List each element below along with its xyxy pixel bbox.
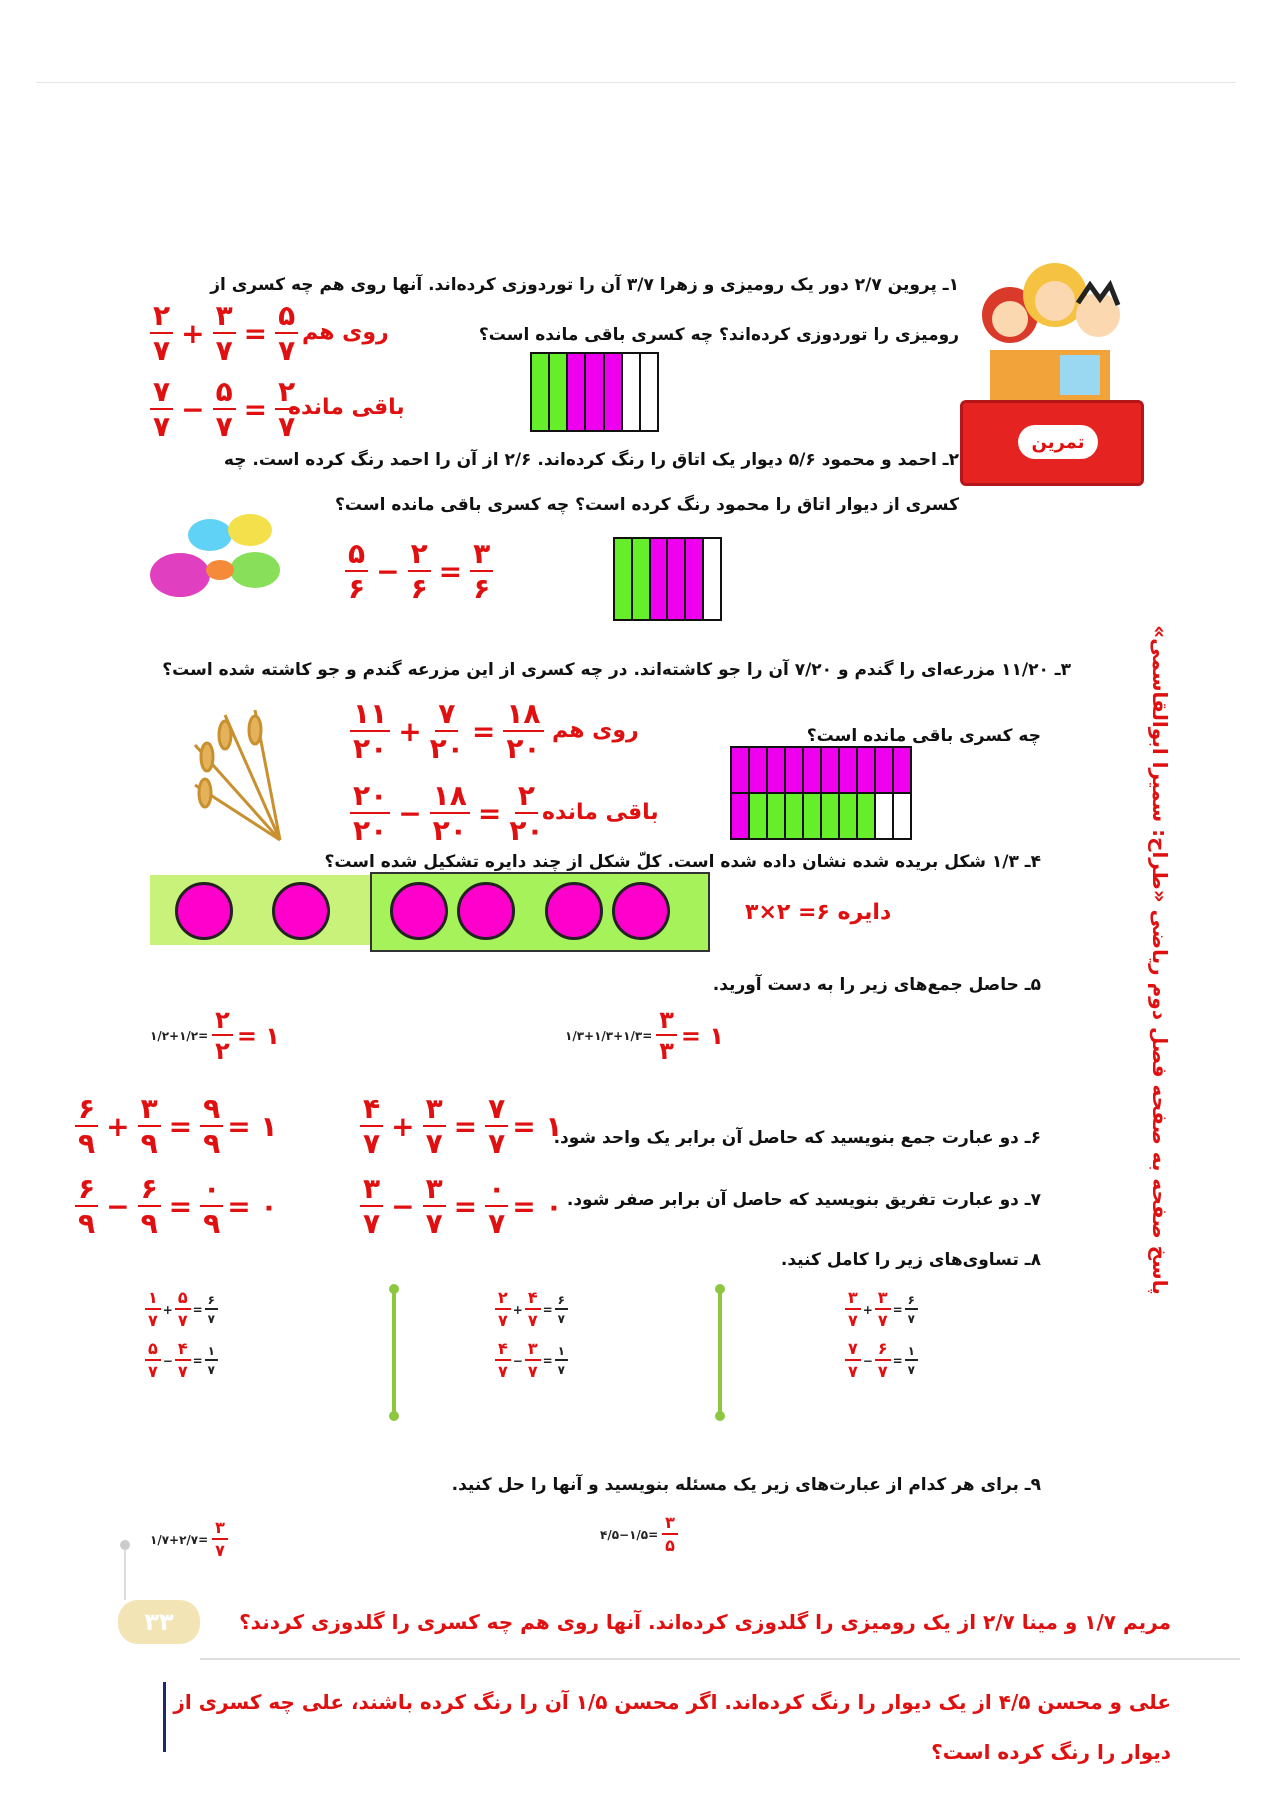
q8-divider bbox=[718, 1290, 722, 1415]
bottom-rule bbox=[200, 1658, 1240, 1660]
q1-sum-equation: $\frac{۲}{۷}$ + $\frac{۳}{۷}$ = $\frac{۵}{۷}$ bbox=[150, 302, 298, 365]
q4-circle bbox=[390, 882, 448, 940]
q2-line2: کسری از دیوار اتاق را محمود رنگ کرده است؟ چه کسری باقی مانده است؟ bbox=[335, 495, 959, 515]
q2-equation: $\frac{۵}{۶}$ − $\frac{۲}{۶}$ = $\frac{۳}{۶}$ bbox=[345, 540, 493, 603]
page-number-tab bbox=[118, 1600, 200, 1644]
q3-line2: چه کسری باقی مانده است؟ bbox=[806, 726, 1041, 746]
story-2-bar bbox=[163, 1682, 166, 1752]
children-illustration-icon bbox=[970, 255, 1130, 405]
q1-fraction-strip bbox=[530, 352, 659, 432]
q6-answer-1: $\frac{۴}{۷}$ + $\frac{۳}{۷}$ = $\frac{۷}{۷}$ = ۱ bbox=[360, 1095, 563, 1158]
q1-label-total: روی هم bbox=[302, 320, 389, 345]
q8-group: $\frac{۲}{۷}$ + $\frac{۴}{۷}$ = $\frac{۶}{۷}$ $\frac{۴}{۷}$ − $\frac{۳}{۷}$ = $\frac{۱}{۷}$ bbox=[495, 1290, 605, 1380]
q7-answer-1: $\frac{۳}{۷}$ − $\frac{۳}{۷}$ = $\frac{۰}{۷}$ = ۰ bbox=[360, 1175, 563, 1238]
q7-line1: ۷ـ دو عبارت تفریق بنویسید که حاصل آن برابر صفر شود. bbox=[566, 1190, 1041, 1210]
q4-answer: دایره ۶= ۲×۳ bbox=[745, 900, 892, 925]
q3-label-total: روی هم bbox=[552, 718, 639, 743]
q7-answer-2: $\frac{۶}{۹}$ − $\frac{۶}{۹}$ = $\frac{۰}{۹}$ = ۰ bbox=[75, 1175, 278, 1238]
q8-group: $\frac{۳}{۷}$ + $\frac{۳}{۷}$ = $\frac{۶}{۷}$ $\frac{۷}{۷}$ − $\frac{۶}{۷}$ = $\frac{۱}{۷}$ bbox=[845, 1290, 955, 1380]
q4-line1: ۴ـ ۱/۳ شکل بریده شده نشان داده شده است. کلّ شکل از چند دایره تشکیل شده است؟ bbox=[324, 852, 1041, 872]
q3-remain-equation: $\frac{۲۰}{۲۰}$ − $\frac{۱۸}{۲۰}$ = $\frac{۲}{۲۰}$ bbox=[350, 782, 544, 845]
q3-sum-equation: $\frac{۱۱}{۲۰}$ + $\frac{۷}{۲۰}$ = $\frac{۱۸}{۲۰}$ bbox=[350, 700, 544, 763]
q4-circle bbox=[175, 882, 233, 940]
q5-line1: ۵ـ حاصل جمع‌های زیر را به دست آورید. bbox=[712, 975, 1041, 995]
badge-box bbox=[960, 400, 1144, 486]
q8-group: $\frac{۱}{۷}$ + $\frac{۵}{۷}$ = $\frac{۶}{۷}$ $\frac{۵}{۷}$ − $\frac{۴}{۷}$ = $\frac{۱}{۷}$ bbox=[145, 1290, 255, 1380]
q1-label-remaining: باقی مانده bbox=[288, 395, 405, 420]
badge-label: تمرین bbox=[1031, 431, 1085, 453]
q8-divider bbox=[392, 1290, 396, 1415]
q3-label-remaining: باقی مانده bbox=[542, 800, 659, 825]
exercise-badge bbox=[960, 255, 1140, 485]
q9-story-2-line2: دیوار را رنگ کرده است؟ bbox=[931, 1740, 1171, 1764]
page-number: ۳۳ bbox=[144, 1608, 174, 1636]
q8-line1: ۸ـ تساوی‌های زیر را کامل کنید. bbox=[780, 1250, 1041, 1270]
q3-fraction-strip bbox=[730, 746, 912, 840]
top-divider bbox=[36, 82, 1236, 83]
q1-line1: ۱ـ پروین ۲/۷ دور یک رومیزی و زهرا ۳/۷ آن را توردوزی کرده‌اند. آنها روی هم چه کسری از bbox=[210, 275, 959, 295]
q2-fraction-strip bbox=[613, 537, 722, 621]
q9-line1: ۹ـ برای هر کدام از عبارت‌های زیر یک مسئله بنویسید و آنها را حل کنید. bbox=[451, 1475, 1041, 1495]
q4-circle bbox=[612, 882, 670, 940]
q6-answer-2: $\frac{۶}{۹}$ + $\frac{۳}{۹}$ = $\frac{۹}{۹}$ = ۱ bbox=[75, 1095, 278, 1158]
paint-buckets-icon bbox=[140, 500, 290, 615]
q4-circle bbox=[457, 882, 515, 940]
q1-remain-equation: $\frac{۷}{۷}$ − $\frac{۵}{۷}$ = $\frac{۲}{۷}$ bbox=[150, 378, 298, 441]
q2-line1: ۲ـ احمد و محمود ۵/۶ دیوار یک اتاق را رنگ کرده‌اند. ۲/۶ از آن را احمد رنگ کرده است. چه bbox=[223, 450, 959, 470]
q3-line1: ۳ـ ۱۱/۲۰ مزرعه‌ای را گندم و ۷/۲۰ آن را جو کاشته‌اند. در چه کسری از این مزرعه گندم و جو کاشته شده است؟ bbox=[162, 660, 1071, 680]
hanger-pin-icon bbox=[120, 1540, 130, 1600]
q9-story-1: مریم ۱/۷ و مینا ۲/۷ از یک رومیزی را گلدوزی کرده‌اند. آنها روی هم چه کسری را گلدوزی کردند؟ bbox=[239, 1610, 1171, 1634]
q4-circle bbox=[272, 882, 330, 940]
q4-circle bbox=[545, 882, 603, 940]
q1-line2: رومیزی را توردوزی کرده‌اند؟ چه کسری باقی مانده است؟ bbox=[478, 325, 959, 345]
wheat-icon bbox=[185, 705, 305, 845]
q5-right-expression: ۱/۳+۱/۳+۱/۳= $\frac{۳}{۳}$ = ۱ bbox=[565, 1006, 725, 1065]
q6-line1: ۶ـ دو عبارت جمع بنویسید که حاصل آن برابر یک واحد شود. bbox=[553, 1128, 1041, 1148]
q9-expression-1: ۴/۵−۱/۵= $\frac{۳}{۵}$ bbox=[600, 1515, 678, 1554]
q9-story-2-line1: علی و محسن ۴/۵ از یک دیوار را رنگ کرده‌اند. اگر محسن ۱/۵ آن را رنگ کرده باشند، علی چه کسری از bbox=[173, 1690, 1171, 1714]
q5-left-expression: ۱/۲+۱/۲= $\frac{۲}{۲}$ = ۱ bbox=[150, 1006, 280, 1065]
sidebar-credit: پاسخ صفحه به صفحه فصل دوم ریاضی «طراح: سمیرا ابوالقاسمی» bbox=[1148, 625, 1172, 1295]
q9-expression-2: ۱/۷+۲/۷= $\frac{۳}{۷}$ bbox=[150, 1520, 228, 1559]
